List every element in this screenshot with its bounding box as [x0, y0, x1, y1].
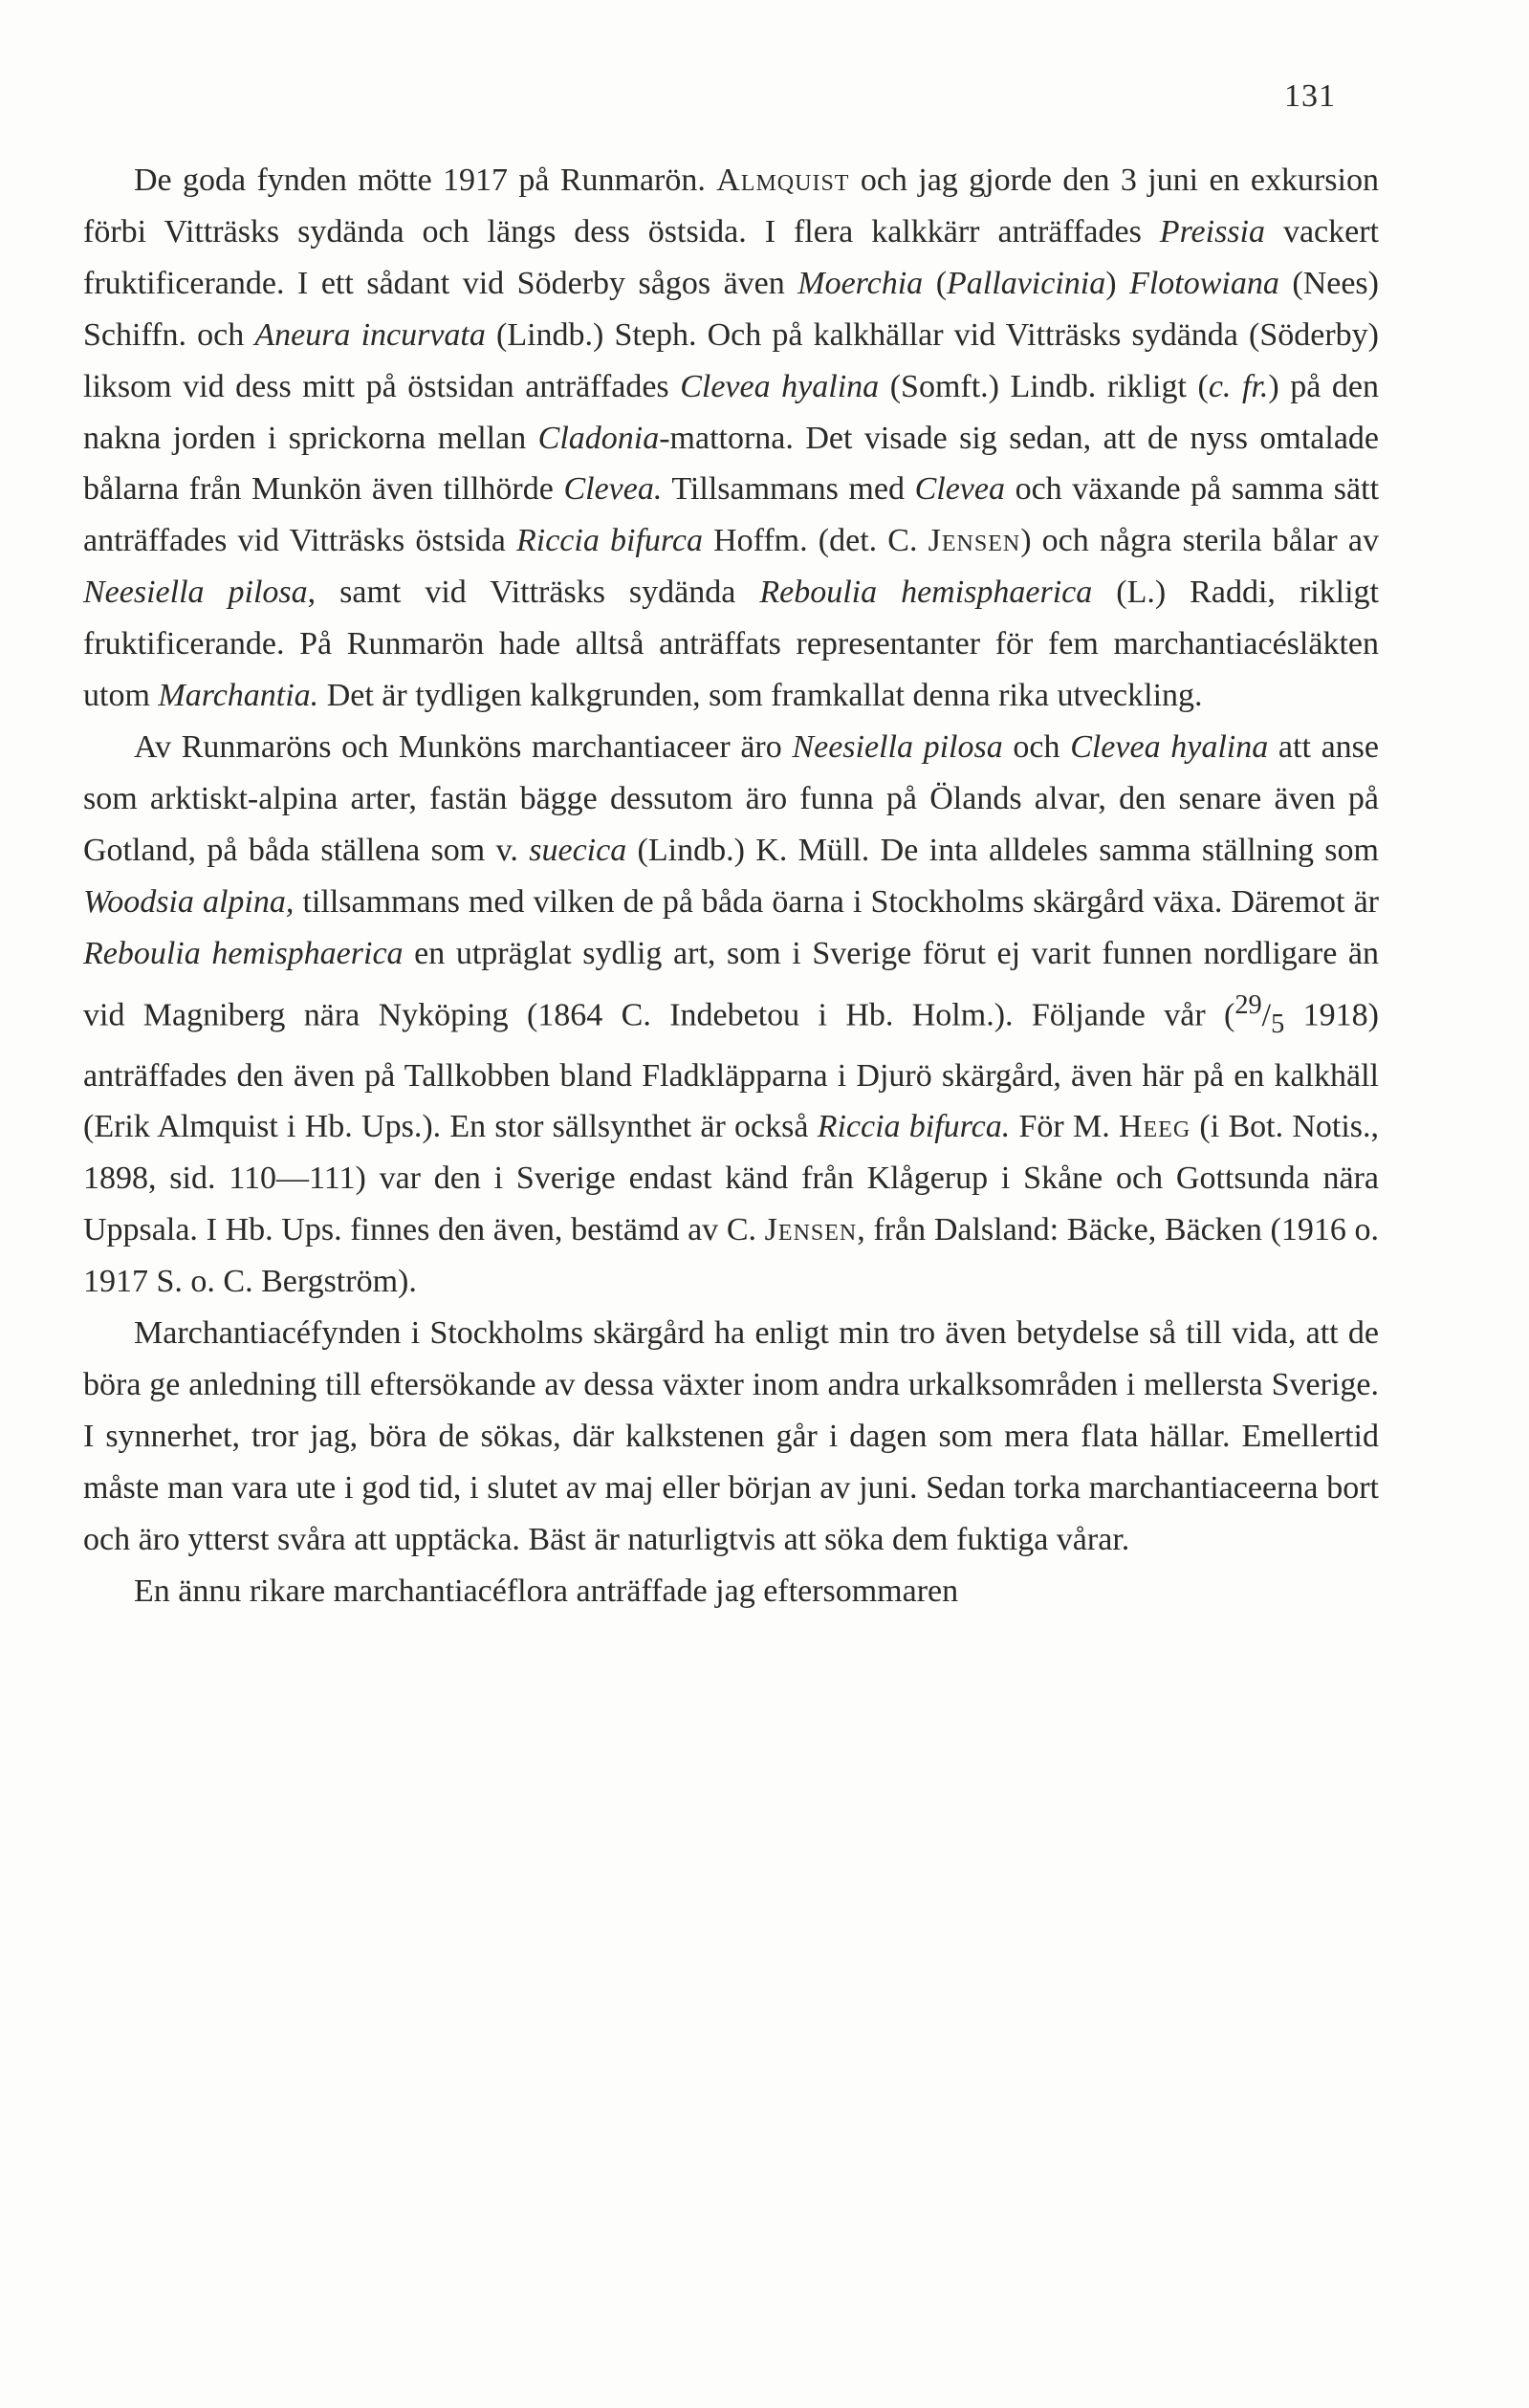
- italic-taxon: Clevea hyalina: [680, 368, 880, 404]
- text-run: , från Dalsland: Bäcke, Bäcken (1916 o. 1917 S. o. C. Bergström).: [83, 1212, 1380, 1300]
- text-run: Av Runmaröns och Munköns marchantiaceer äro: [134, 728, 793, 765]
- text-run: och jag gjorde den 3 juni en exkursion förbi Vitträsks sydända och längs dess östsida. I flera kalkkärr anträffades: [83, 163, 1379, 249]
- text-run: /: [1261, 996, 1272, 1032]
- italic-taxon: Clevea.: [563, 471, 663, 508]
- author-name: Jensen: [928, 523, 1021, 559]
- italic-taxon: Neesiella pilosa: [83, 575, 308, 611]
- italic-taxon: Reboulia hemisphaerica: [759, 575, 1093, 611]
- italic-taxon: Riccia bifurca.: [817, 1109, 1011, 1145]
- text-run: Hoffm. (det. C.: [702, 523, 928, 559]
- paragraph: [83, 1566, 1379, 1617]
- text-run: (L.) Raddi, rikligt fruktificerande. På Runmarön hade alltså anträffats representanter för fem marchantiacésläkten utom: [83, 575, 1379, 714]
- paragraph: [83, 155, 1379, 722]
- text-run: (Somft.) Lindb. rikligt (: [879, 368, 1209, 404]
- text-run: ) på den nakna jorden i sprickorna mellan: [83, 368, 1379, 456]
- author-name: Heeg: [1118, 1109, 1191, 1145]
- paragraph: [83, 722, 1379, 1308]
- italic-taxon: Preissia: [1159, 213, 1265, 249]
- text-run: Tillsammans med: [662, 471, 915, 508]
- text-run: 1918) anträffades den även på Tallkobben bland Fladkläpparna i Djurö skärgård, även här på en kalkhäll (Erik Almquist i Hb. Ups.). En stor sällsynthet är också: [83, 996, 1379, 1145]
- text-run: att anse som arktiskt-alpina arter, fastän bägge dessutom äro funna på Ölands alvar, den senare även på Gotland, på båda ställena som v.: [83, 728, 1379, 868]
- italic-taxon: suecica: [529, 832, 627, 868]
- text-run: En ännu rikare marchantiacéflora anträffade jag eftersommaren: [134, 1573, 959, 1609]
- body-text: [83, 155, 1379, 1617]
- page-number: 131: [1284, 78, 1336, 114]
- italic-taxon: Clevea: [914, 471, 1005, 508]
- italic-taxon: Moerchia: [797, 265, 924, 301]
- text-run: ): [1105, 265, 1130, 301]
- text-run: De goda fynden mötte 1917 på Runmarön.: [134, 163, 717, 198]
- italic-taxon: Woodsia alpina,: [83, 883, 295, 920]
- text-run: och: [1002, 728, 1071, 765]
- text-run: (Nees) Schiffn. och: [83, 265, 1379, 353]
- text-run: en utpräglat sydlig art, som i Sverige förut ej varit funnen nordligare än vid Magniberg nära Nyköping (1864 C. Indebetou i Hb. Holm.). Följande vår (: [83, 935, 1379, 1032]
- text-run: (: [923, 265, 948, 301]
- italic-taxon: Cladonia: [537, 420, 660, 456]
- text-run: vackert fruktificerande. I ett sådant vid Söderby sågos även: [83, 213, 1379, 301]
- text-run: (Lindb.) Steph. Och på kalkhällar vid Vitträsks sydända (Söderby) liksom vid dess mitt på östsidan anträffades: [83, 316, 1379, 404]
- italic-taxon: Riccia bifurca: [516, 523, 703, 559]
- italic-taxon: Aneura incurvata: [254, 316, 486, 353]
- text-run: Det är tydligen kalkgrunden, som framkallat denna rika utveckling.: [318, 678, 1203, 714]
- italic-taxon: Clevea hyalina: [1070, 728, 1269, 765]
- text-run: (Lindb.) K. Müll. De inta alldeles samma ställning som: [626, 832, 1379, 868]
- italic-taxon: c. fr.: [1208, 368, 1269, 404]
- text-run: ) och några sterila bålar av: [1020, 523, 1379, 559]
- text-run: och växande på samma sätt anträffades vid Vitträsks östsida: [83, 471, 1380, 559]
- text-run: (i Bot. Notis., 1898, sid. 110—111) var den i Sverige endast känd från Klågerup i Skåne och Gottsunda nära Uppsala. I Hb. Ups. finnes den även, bestämd av C.: [83, 1109, 1379, 1248]
- paragraph: [83, 1308, 1379, 1566]
- italic-taxon: Pallavicinia: [947, 265, 1106, 301]
- italic-taxon: Flotowiana: [1129, 265, 1279, 301]
- text-run: tillsammans med vilken de på båda öarna i Stockholms skärgård växa. Däremot är: [294, 883, 1379, 920]
- text-run: , samt vid Vitträsks sydända: [307, 575, 760, 611]
- italic-taxon: Marchantia.: [158, 678, 319, 714]
- text-run: Marchantiacéfynden i Stockholms skärgård ha enligt min tro även betydelse så till vida, att de böra ge anledning till eftersökande av dessa växter inom andra urkalksområden i mellersta Sverige. I synnerhet, tror jag, böra de sökas, där kalkstenen går i dagen som mera flata hällar. Emellertid måste man vara ute i god tid, i slutet av maj eller början av juni. Sedan torka marchantiaceerna bort och äro ytterst svåra att upptäcka. Bäst är naturligtvis att söka dem fuktiga vårar.: [83, 1315, 1379, 1557]
- date-superscript: 29: [1234, 989, 1262, 1020]
- author-name: Almquist: [716, 163, 850, 198]
- author-name: Jensen: [764, 1212, 858, 1248]
- date-subscript: 5: [1271, 1009, 1285, 1039]
- italic-taxon: Reboulia hemisphaerica: [83, 935, 404, 971]
- italic-taxon: Neesiella pilosa: [792, 728, 1003, 765]
- text-run: För M.: [1010, 1109, 1119, 1145]
- text-run: -mattorna. Det visade sig sedan, att de nyss omtalade bålarna från Munkön även tillhörde: [83, 420, 1380, 508]
